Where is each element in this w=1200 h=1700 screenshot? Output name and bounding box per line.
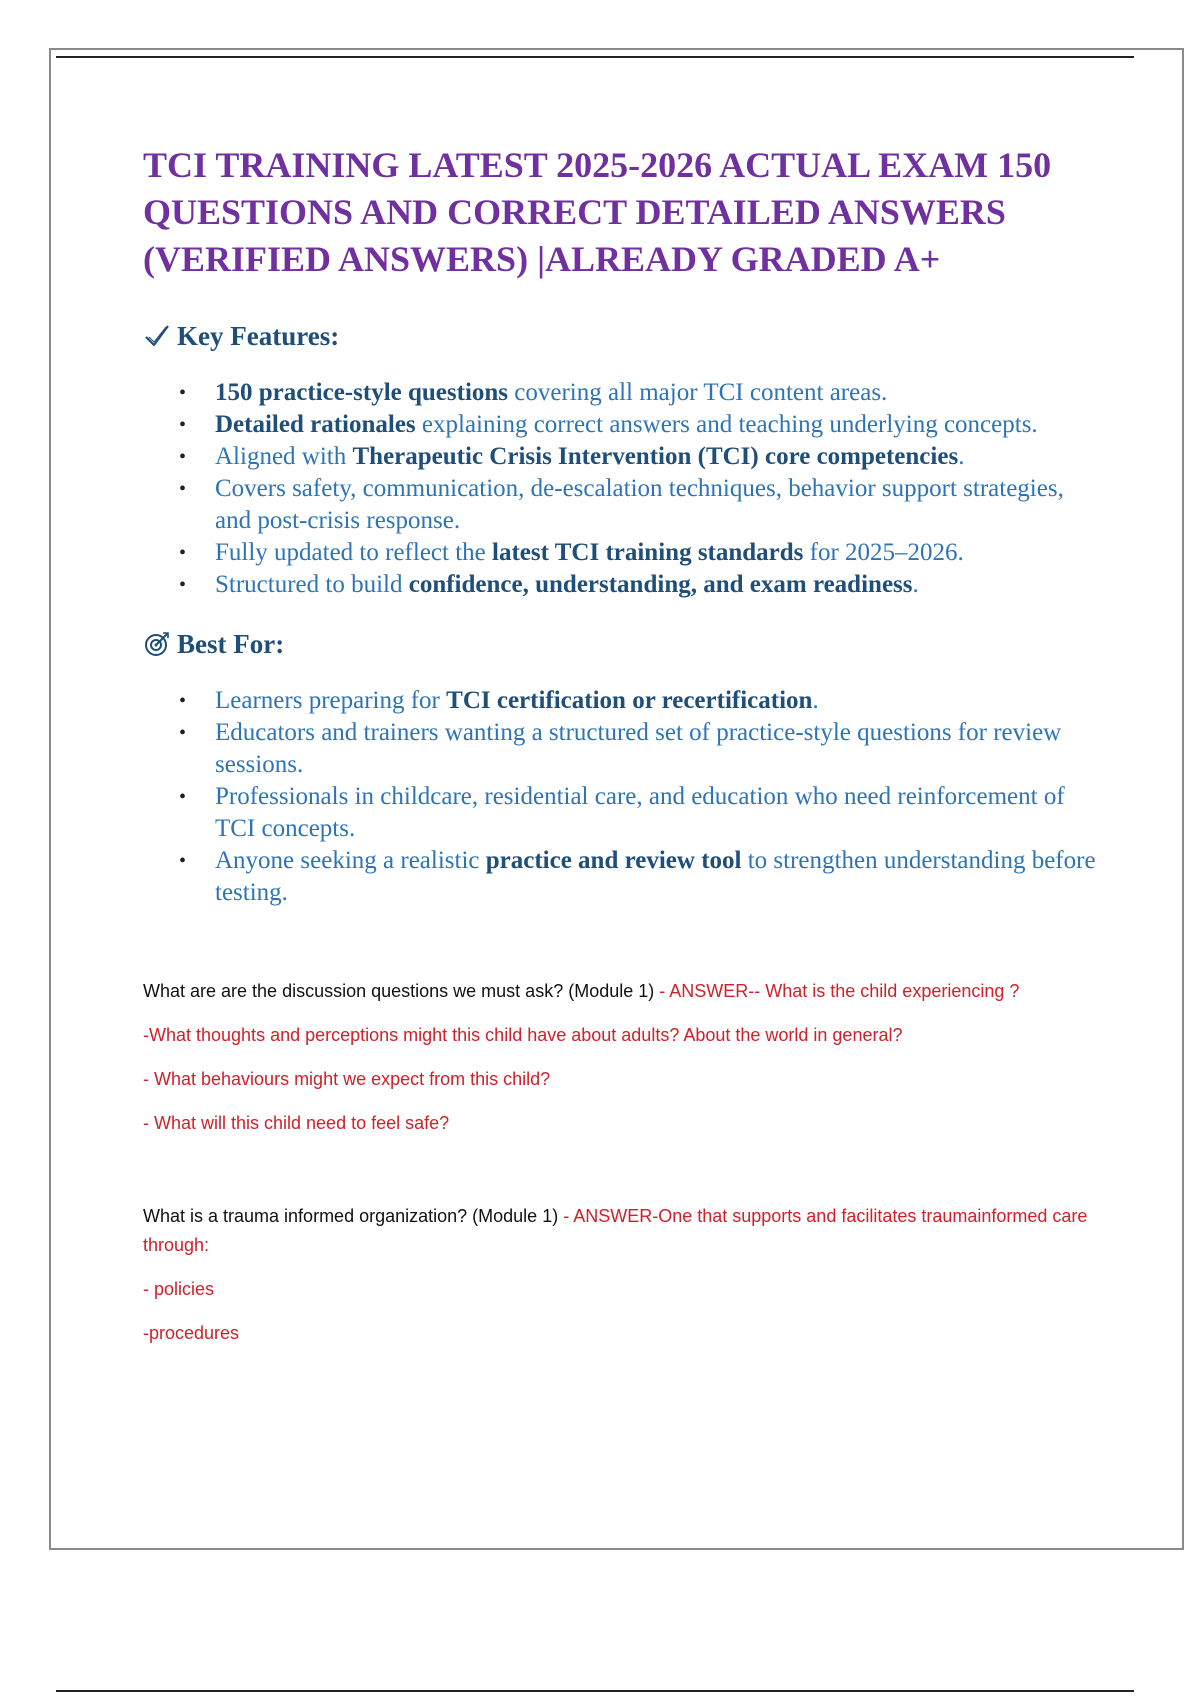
qa-answer-line: -What thoughts and perceptions might this child have about adults? About the world in general? [143, 1025, 903, 1045]
item-text: Fully updated to reflect the [215, 539, 493, 566]
bold-text: 150 practice-style questions [215, 379, 509, 406]
item-text: for 2025–2026. [803, 539, 964, 566]
list-item [215, 409, 1103, 441]
list-item [215, 781, 1103, 845]
best-for-list [143, 685, 1103, 909]
list-item [215, 537, 1103, 569]
item-text: Structured to build [215, 571, 409, 598]
qa-question: What are are the discussion questions we must ask? (Module 1) [143, 981, 660, 1001]
qa-answer: - ANSWER-- What is the child experiencing ? [659, 981, 1020, 1001]
list-item [215, 377, 1103, 409]
best-for-heading [143, 627, 1103, 661]
bottom-rule [56, 1690, 1134, 1692]
qa-answer: - ANSWER-One that supports and facilitates traumainformed care through: [143, 1206, 1088, 1255]
item-text: . [912, 571, 919, 598]
bold-text: latest TCI training standards [492, 539, 804, 566]
target-icon [143, 630, 171, 658]
item-text: . [958, 443, 965, 470]
document-title: TCI TRAINING LATEST 2025-2026 ACTUAL EXAM 150 QUESTIONS AND CORRECT DETAILED ANSWERS (VERIFIED ANSWERS) |ALREADY GRADED A+ [143, 145, 1052, 279]
item-text: Aligned with [215, 443, 353, 470]
qa-answer-line: - What behaviours might we expect from this child? [143, 1069, 551, 1089]
qa-answer-line: - What will this child need to feel safe? [143, 1113, 450, 1133]
item-text: Learners preparing for [215, 687, 447, 714]
bold-text: Detailed rationales [215, 411, 416, 438]
qa-answer-line: -procedures [143, 1323, 240, 1343]
list-item [215, 717, 1103, 781]
item-text: covering all major TCI content areas. [508, 379, 888, 406]
qa-item [143, 977, 1103, 1138]
qa-item [143, 1202, 1103, 1348]
document-content [143, 142, 1103, 1348]
qa-question-line [143, 1202, 1103, 1260]
bold-text: TCI certification or recertification [446, 687, 813, 714]
bold-text: practice and review tool [485, 847, 742, 874]
list-item [215, 845, 1103, 909]
qa-answer-line: - policies [143, 1279, 215, 1299]
list-item [215, 441, 1103, 473]
item-text: Anyone seeking a realistic [215, 847, 486, 874]
list-item [215, 473, 1103, 537]
best-for-heading-text: Best For: [177, 629, 285, 659]
key-features-heading [143, 319, 1103, 353]
list-item [215, 685, 1103, 717]
item-text: . [812, 687, 819, 714]
bold-text: Therapeutic Crisis Intervention (TCI) core competencies [352, 443, 959, 470]
key-features-list [143, 377, 1103, 601]
list-item [215, 569, 1103, 601]
item-text: explaining correct answers and teaching underlying concepts. [415, 411, 1038, 438]
item-text: Covers safety, communication, de-escalation techniques, behavior support strategies, and post-crisis response. [215, 475, 1064, 534]
key-features-heading-text: Key Features: [177, 321, 340, 351]
bold-text: confidence, understanding, and exam readiness [408, 571, 913, 598]
qa-question: What is a trauma informed organization? (Module 1) [143, 1206, 564, 1226]
item-text: Professionals in childcare, residential care, and education who need reinforcement of TCI concepts. [215, 783, 1065, 842]
item-text: to strengthen understanding before testing. [215, 847, 1096, 906]
top-rule [56, 56, 1134, 58]
qa-question-line [143, 977, 1103, 1006]
checkmark-icon [143, 322, 171, 350]
item-text: Educators and trainers wanting a structured set of practice-style questions for review sessions. [215, 719, 1062, 778]
